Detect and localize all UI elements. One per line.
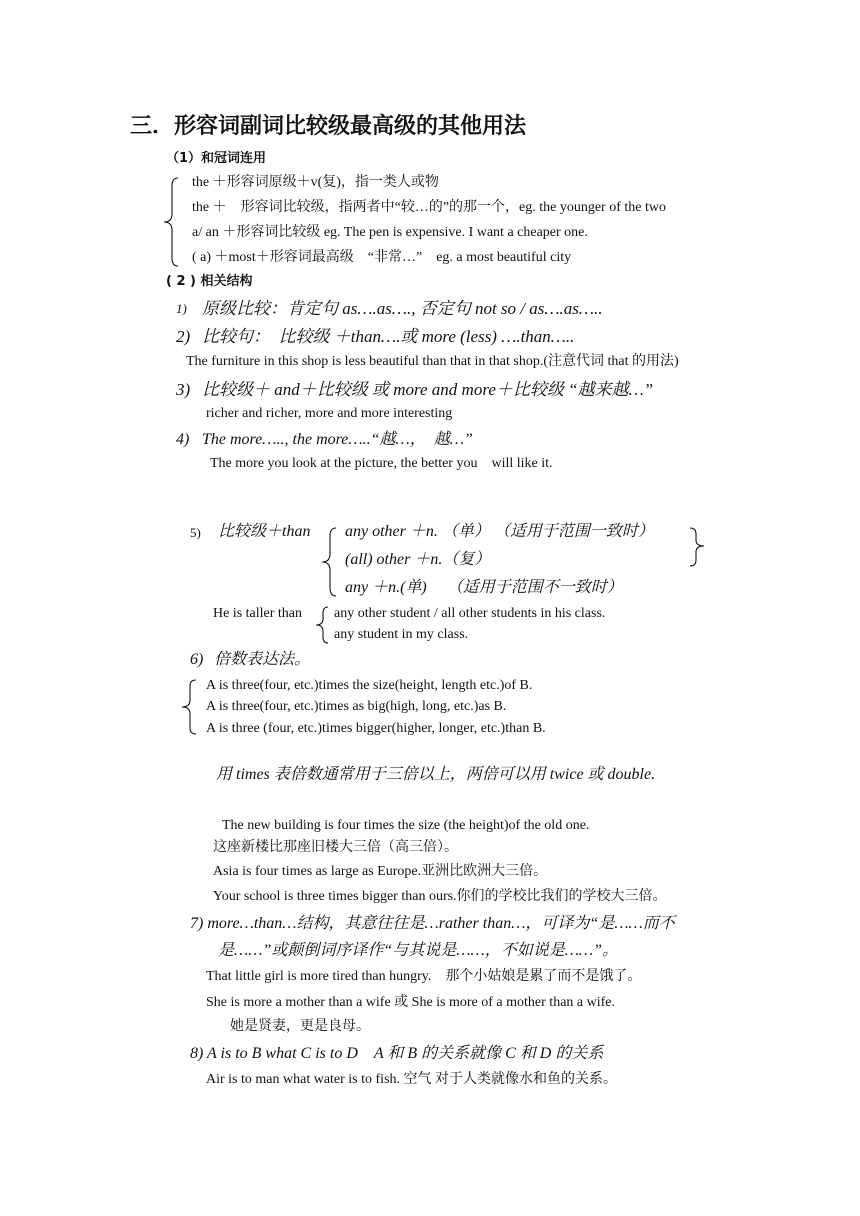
item8-text: 8) A is to B what C is to D A 和 B 的关系就像 C 和 D 的关系 [190, 1045, 604, 1062]
item5-example-brace [312, 605, 332, 645]
section1-brace [160, 176, 182, 268]
item3-number: 3) [176, 380, 191, 399]
item5-option: any other ＋n. （单） （适用于范围一致时） [345, 523, 654, 540]
item5-example-option: any other student / all other students in his class. [334, 606, 606, 621]
item7-example: That little girl is more tired than hungry. 那个小姑娘是累了而不是饿了。 [206, 969, 642, 984]
item5-example-lead: He is taller than [213, 606, 303, 621]
section1-line: the ＋形容词原级＋v(复)，指一类人或物 [192, 175, 439, 190]
item4-example: The more you look at the picture, the better you will like it. [210, 456, 553, 471]
section1-line: ( a) ＋most＋形容词最高级 “非常…” eg. a most beautiful city [192, 250, 572, 265]
item6-number: 6) [190, 651, 204, 668]
item5-number: 5) [190, 525, 201, 540]
item8-example: Air is to man what water is to fish. 空气 对于人类就像水和鱼的关系。 [206, 1072, 618, 1087]
item2-number: 2) [176, 327, 191, 346]
item1-text: 原级比较：肯定句 as….as…., 否定句 not so / as….as….. [202, 299, 603, 318]
section1-line: a/ an ＋形容词比较级 eg. The pen is expensive. I want a cheaper one. [192, 225, 588, 240]
item7-text-line1: 7) more…than…结构，其意往往是…rather than…，可译为“是……而不 [190, 915, 675, 932]
section2-heading: ( 2 ) 相关结构 [166, 274, 253, 289]
item6-line: A is three(four, etc.)times the size(height, length etc.)of B. [206, 678, 533, 693]
item4-text: The more….., the more…..“越…， 越…” [202, 431, 473, 448]
item3-example: richer and richer, more and more interesting [206, 406, 453, 421]
item6-example: The new building is four times the size (the height)of the old one. [222, 818, 590, 833]
item6-example: Asia is four times as large as Europe.亚洲比欧洲大三倍。 [213, 864, 548, 879]
item7-example: 她是贤妻，更是良母。 [230, 1019, 370, 1034]
item6-text: 倍数表达法。 [214, 651, 311, 668]
item7-example: She is more a mother than a wife 或 She is more of a mother than a wife. [206, 995, 615, 1010]
page-title: 三．形容词副词比较级最高级的其他用法 [130, 114, 527, 139]
item6-line: A is three (four, etc.)times bigger(higher, longer, etc.)than B. [206, 721, 546, 736]
item5-option: (all) other ＋n.（复） [345, 551, 491, 568]
item6-brace [178, 678, 200, 736]
section1-heading: （1）和冠词连用 [166, 151, 267, 166]
section1-line: the ＋ 形容词比较级，指两者中“较…的”的那一个，eg. the younger of the two [192, 200, 666, 215]
item2-text: 比较句： 比较级 ＋than….或 more (less) ….than….. [202, 327, 575, 346]
item5-left-brace [318, 526, 340, 598]
item7-text-line2: 是……”或颠倒词序译作“与其说是……，不如说是……”。 [218, 942, 619, 959]
item5-option: any ＋n.(单) （适用于范围不一致时） [345, 579, 623, 596]
item5-label: 比较级＋than [218, 523, 311, 540]
item6-example: Your school is three times bigger than ours.你们的学校比我们的学校大三倍。 [213, 889, 667, 904]
item4-number: 4) [176, 431, 190, 448]
item6-note: 用 times 表倍数通常用于三倍以上，两倍可以用 twice 或 double. [216, 766, 656, 783]
item6-example: 这座新楼比那座旧楼大三倍（高三倍）。 [213, 840, 458, 855]
item1-number: 1) [176, 301, 187, 316]
item6-line: A is three(four, etc.)times as big(high, long, etc.)as B. [206, 699, 507, 714]
item5-example-option: any student in my class. [334, 627, 469, 642]
item5-right-brace [688, 526, 710, 568]
item2-example: The furniture in this shop is less beautiful than that in that shop.(注意代词 that 的用法) [186, 354, 679, 369]
item3-text: 比较级＋ and＋比较级 或 more and more＋比较级 “越来越…” [202, 380, 654, 399]
